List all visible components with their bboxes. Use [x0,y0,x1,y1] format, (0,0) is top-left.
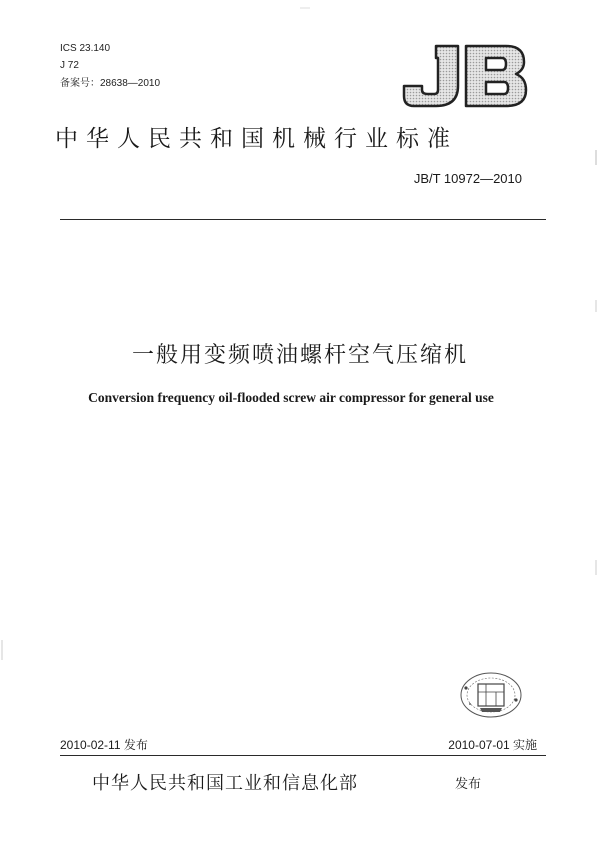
standard-number: JB/T 10972—2010 [413,171,522,186]
ics-code: ICS 23.140 [60,43,111,54]
jb-logo [400,40,528,110]
title-chinese: 一般用变频喷油螺杆空气压缩机 [131,343,468,368]
footer-divider [60,755,546,756]
standard-family-heading: 中华人民共和国机械行业标准 [55,126,458,152]
header-divider [60,219,546,220]
publisher-suffix: 发布 [455,777,482,792]
stamp-seal [456,668,526,722]
record-number: 备案号：28638—2010 [60,78,161,89]
publisher-name: 中华人民共和国工业和信息化部 [92,773,358,794]
classification-code: J 72 [60,60,79,71]
title-english: Conversion frequency oil-flooded screw air compressor for general use [88,390,494,405]
issue-date: 2010-02-11 发布 [60,738,148,752]
implementation-date: 2010-07-01 实施 [448,738,537,752]
